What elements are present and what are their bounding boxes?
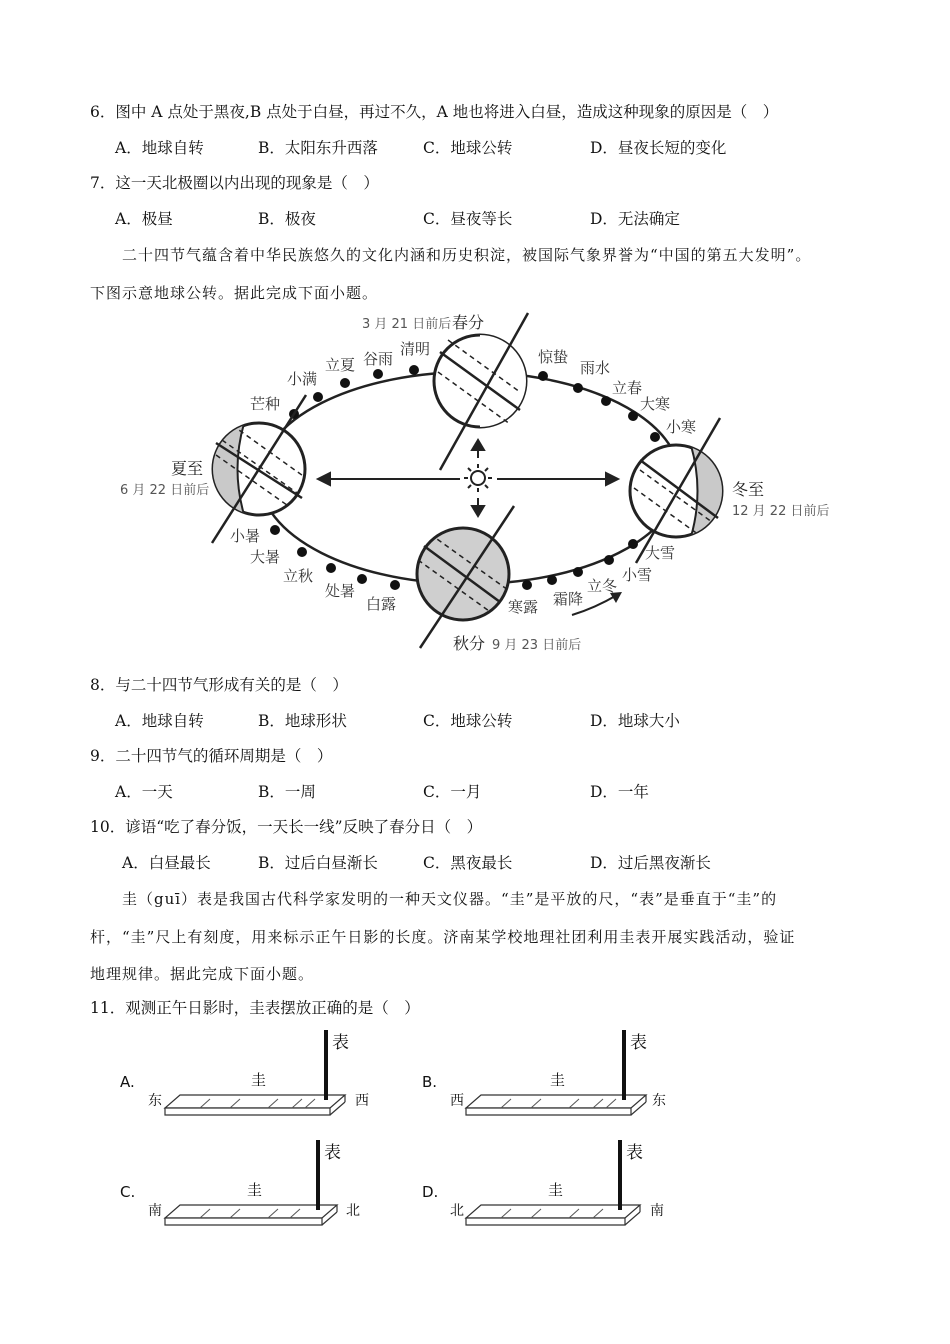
gnomon-a-biao: 表 bbox=[332, 1033, 349, 1053]
term-guyu: 谷雨 bbox=[363, 350, 394, 368]
term-qingming: 清明 bbox=[400, 340, 431, 358]
gnomon-options-figure bbox=[0, 1020, 950, 1240]
gnomon-c-biao: 表 bbox=[324, 1143, 341, 1163]
q9-option-a[interactable]: A．一天 bbox=[115, 783, 173, 801]
term-xiaoman: 小满 bbox=[287, 370, 318, 388]
q10-option-c[interactable]: C．黑夜最长 bbox=[423, 854, 513, 872]
gnomon-option-d[interactable] bbox=[422, 1140, 664, 1225]
earth-summer-solstice bbox=[212, 395, 306, 543]
passage1-line2: 下图示意地球公转。据此完成下面小题。 bbox=[90, 284, 379, 302]
passage2-line1: 圭（guī）表是我国古代科学家发明的一种天文仪器。“圭”是平放的尺，“表”是垂直于“圭”的 bbox=[122, 890, 778, 908]
gnomon-a-label: A. bbox=[120, 1073, 135, 1091]
earth-autumn-equinox bbox=[417, 506, 514, 648]
term-mangzhong: 芒种 bbox=[250, 395, 281, 413]
q9-option-c[interactable]: C．一月 bbox=[423, 783, 482, 801]
q9-stem: 9．二十四节气的循环周期是（ ） bbox=[90, 747, 333, 765]
term-daxue: 大雪 bbox=[645, 544, 676, 562]
q6-option-c[interactable]: C．地球公转 bbox=[423, 139, 513, 157]
q7-option-d[interactable]: D．无法确定 bbox=[590, 210, 680, 228]
q8-option-a[interactable]: A．地球自转 bbox=[115, 712, 204, 730]
gnomon-b-biao: 表 bbox=[630, 1033, 647, 1053]
term-dashu: 大暑 bbox=[250, 548, 281, 566]
term-lichun: 立春 bbox=[612, 379, 643, 397]
summer-date: 6 月 22 日前后 bbox=[120, 483, 210, 498]
q10-stem: 10．谚语“吃了春分饭，一天长一线”反映了春分日（ ） bbox=[90, 818, 483, 836]
term-hanlu: 寒露 bbox=[508, 598, 539, 616]
term-bailu: 白露 bbox=[366, 595, 397, 613]
gnomon-d-biao: 表 bbox=[626, 1143, 643, 1163]
term-liqiu: 立秋 bbox=[283, 567, 314, 585]
q8-stem: 8．与二十四节气形成有关的是（ ） bbox=[90, 676, 348, 694]
winter-date: 12 月 22 日前后 bbox=[732, 504, 830, 519]
q8-option-b[interactable]: B．地球形状 bbox=[258, 712, 347, 730]
earth-spring-equinox bbox=[434, 313, 540, 470]
gnomon-d-right-dir: 南 bbox=[650, 1203, 664, 1219]
winter-name: 冬至 bbox=[732, 480, 765, 499]
spring-name: 春分 bbox=[452, 313, 485, 332]
earth-orbit-diagram bbox=[0, 300, 950, 660]
gnomon-b-left-dir: 西 bbox=[450, 1093, 464, 1109]
q10-option-b[interactable]: B．过后白昼渐长 bbox=[258, 854, 378, 872]
q7-option-c[interactable]: C．昼夜等长 bbox=[423, 210, 513, 228]
gnomon-c-gui: 圭 bbox=[247, 1181, 263, 1199]
passage2-line3: 地理规律。据此完成下面小题。 bbox=[90, 965, 315, 983]
summer-name: 夏至 bbox=[171, 459, 204, 478]
term-lidong: 立冬 bbox=[587, 577, 618, 595]
passage1-line1: 二十四节气蕴含着中华民族悠久的文化内涵和历史积淀，被国际气象界誉为“中国的第五大发明”。 bbox=[122, 246, 812, 264]
gnomon-b-gui: 圭 bbox=[550, 1071, 566, 1089]
gnomon-c-left-dir: 南 bbox=[148, 1203, 162, 1219]
gnomon-option-c[interactable] bbox=[120, 1140, 360, 1225]
gnomon-c-right-dir: 北 bbox=[346, 1203, 360, 1219]
q9-option-d[interactable]: D．一年 bbox=[590, 783, 649, 801]
q10-option-d[interactable]: D．过后黑夜渐长 bbox=[590, 854, 711, 872]
gnomon-a-right-dir: 西 bbox=[355, 1093, 369, 1109]
autumn-date: 9 月 23 日前后 bbox=[492, 638, 582, 653]
term-xiaoxue: 小雪 bbox=[622, 566, 653, 584]
q7-stem: 7．这一天北极圈以内出现的现象是（ ） bbox=[90, 174, 379, 192]
sun-icon bbox=[464, 464, 492, 492]
q6-option-d[interactable]: D．昼夜长短的变化 bbox=[590, 139, 727, 157]
gnomon-option-b[interactable] bbox=[422, 1030, 666, 1115]
autumn-name: 秋分 bbox=[453, 634, 486, 653]
q10-option-a[interactable]: A．白昼最长 bbox=[122, 854, 211, 872]
passage2-line2: 杆，“圭”尺上有刻度，用来标示正午日影的长度。济南某学校地理社团利用圭表开展实践活动，验证 bbox=[90, 928, 796, 946]
q9-option-b[interactable]: B．一周 bbox=[258, 783, 316, 801]
gnomon-a-left-dir: 东 bbox=[148, 1093, 162, 1109]
q6-stem: 6．图中 A 点处于黑夜,B 点处于白昼，再过不久，A 地也将进入白昼，造成这种现象的原因是（ ） bbox=[90, 103, 779, 121]
gnomon-d-gui: 圭 bbox=[548, 1181, 564, 1199]
term-jingzhe: 惊蛰 bbox=[538, 348, 569, 366]
term-yushui: 雨水 bbox=[580, 359, 611, 377]
term-dahan: 大寒 bbox=[640, 395, 671, 413]
term-lixia: 立夏 bbox=[325, 356, 356, 374]
gnomon-c-label: C. bbox=[120, 1183, 136, 1201]
gnomon-d-left-dir: 北 bbox=[450, 1203, 464, 1219]
gnomon-b-right-dir: 东 bbox=[652, 1093, 666, 1109]
q6-option-b[interactable]: B．太阳东升西落 bbox=[258, 139, 378, 157]
q8-option-d[interactable]: D．地球大小 bbox=[590, 712, 680, 730]
earth-winter-solstice bbox=[630, 418, 722, 563]
q6-option-a[interactable]: A．地球自转 bbox=[115, 139, 204, 157]
term-shuangjiang: 霜降 bbox=[553, 590, 584, 608]
term-xiaohan: 小寒 bbox=[666, 418, 697, 436]
gnomon-option-a[interactable] bbox=[120, 1030, 369, 1115]
gnomon-a-gui: 圭 bbox=[251, 1071, 267, 1089]
q11-stem: 11．观测正午日影时，圭表摆放正确的是（ ） bbox=[90, 999, 420, 1017]
q7-option-a[interactable]: A．极昼 bbox=[115, 210, 173, 228]
spring-date: 3 月 21 日前后 bbox=[362, 317, 452, 332]
q7-option-b[interactable]: B．极夜 bbox=[258, 210, 316, 228]
gnomon-b-label: B. bbox=[422, 1073, 438, 1091]
term-chushu: 处暑 bbox=[325, 582, 356, 600]
gnomon-d-label: D. bbox=[422, 1183, 439, 1201]
term-xiaoshu: 小暑 bbox=[230, 527, 261, 545]
q8-option-c[interactable]: C．地球公转 bbox=[423, 712, 513, 730]
